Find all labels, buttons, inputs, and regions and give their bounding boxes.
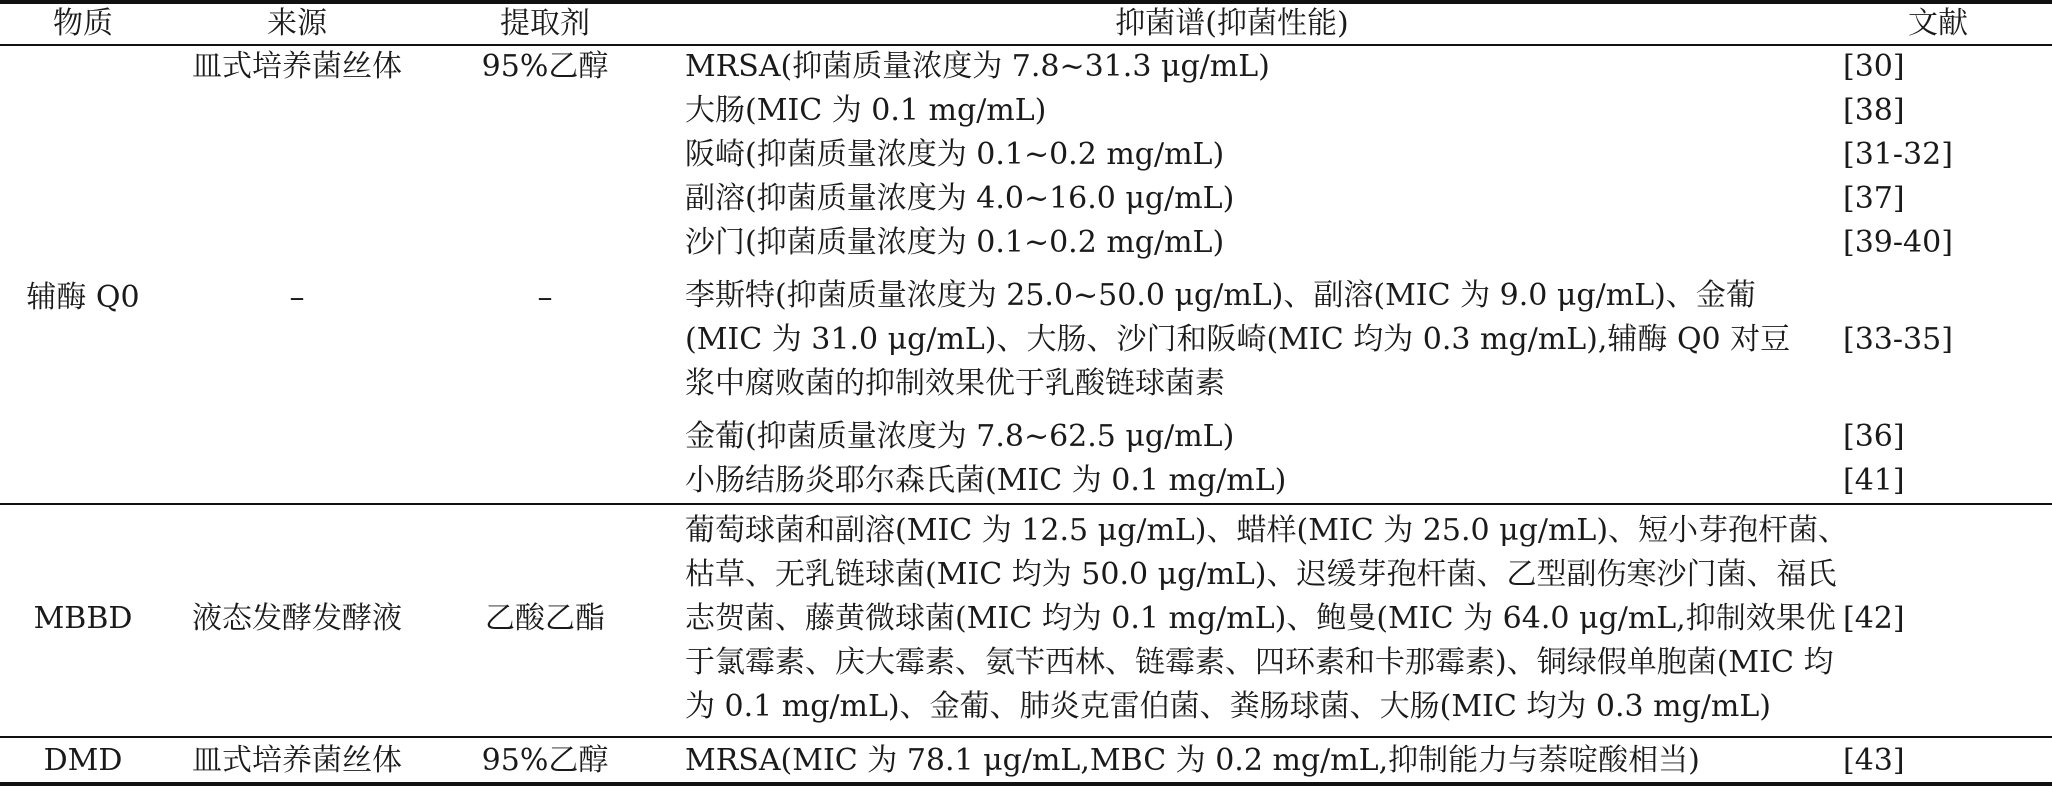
mbbd-line-1: 葡萄球菌和副溶(MIC 为 12.5 μg/mL)、蜡样(MIC 为 25.0 μg/mL)、短小芽孢杆菌、 [685, 513, 1849, 548]
coq0-ref-saureus: [36] [1843, 419, 1905, 454]
mbbd-ref: [42] [1843, 601, 1905, 636]
coq0-source: 皿式培养菌丝体 [192, 49, 402, 84]
dmd-extractant: 95%乙醇 [481, 743, 609, 778]
coq0-spectrum-ecoli: 大肠(MIC 为 0.1 mg/mL) [685, 93, 1047, 128]
coq0-ref-sakazakii: [31-32] [1843, 137, 1953, 172]
mbbd-line-4: 于氯霉素、庆大霉素、氨苄西林、链霉素、四环素和卡那霉素)、铜绿假单胞菌(MIC 均 [685, 645, 1834, 680]
header-rule [0, 44, 2052, 46]
coq0-source-dash: – [289, 280, 305, 315]
coq0-ref-mrsa: [30] [1843, 49, 1905, 84]
dmd-substance: DMD [43, 743, 123, 778]
dmd-spectrum: MRSA(MIC 为 78.1 μg/mL,MBC 为 0.2 mg/mL,抑制能力与萘啶酸相当) [685, 743, 1700, 778]
mbbd-line-3: 志贺菌、藤黄微球菌(MIC 均为 0.1 mg/mL)、鲍曼(MIC 为 64.0 μg/mL,抑制效果优 [685, 601, 1836, 636]
coq0-spectrum-mrsa: MRSA(抑菌质量浓度为 7.8~31.3 μg/mL) [685, 49, 1270, 84]
dmd-ref: [43] [1843, 743, 1905, 778]
coq0-substance: 辅酶 Q0 [26, 280, 140, 315]
coq0-multi-line-2: (MIC 为 31.0 μg/mL)、大肠、沙门和阪崎(MIC 均为 0.3 mg/mL),辅酶 Q0 对豆 [685, 322, 1791, 357]
header-reference: 文献 [1908, 6, 1968, 41]
mbbd-substance: MBBD [33, 601, 133, 636]
header-spectrum: 抑菌谱(抑菌性能) [1115, 6, 1349, 41]
coq0-bottom-rule [0, 503, 2052, 505]
coq0-extractant-dash: – [537, 280, 553, 315]
mbbd-line-5: 为 0.1 mg/mL)、金葡、肺炎克雷伯菌、粪肠球菌、大肠(MIC 均为 0.3 mg/mL) [685, 689, 1771, 724]
coq0-multi-line-1: 李斯特(抑菌质量浓度为 25.0~50.0 μg/mL)、副溶(MIC 为 9.0 μg/mL)、金葡 [685, 278, 1756, 313]
coq0-extractant: 95%乙醇 [481, 49, 609, 84]
bottom-rule [0, 782, 2052, 786]
coq0-spectrum-vibrio: 副溶(抑菌质量浓度为 4.0~16.0 μg/mL) [685, 181, 1235, 216]
header-source: 来源 [267, 6, 327, 41]
coq0-multi-line-3: 浆中腐败菌的抑制效果优于乳酸链球菌素 [685, 366, 1225, 401]
coq0-spectrum-yersinia: 小肠结肠炎耶尔森氏菌(MIC 为 0.1 mg/mL) [685, 463, 1287, 498]
mbbd-extractant: 乙酸乙酯 [485, 601, 605, 636]
mbbd-source: 液态发酵发酵液 [192, 601, 402, 636]
coq0-ref-yersinia: [41] [1843, 463, 1905, 498]
coq0-spectrum-sakazakii: 阪崎(抑菌质量浓度为 0.1~0.2 mg/mL) [685, 137, 1225, 172]
coq0-ref-salmonella: [39-40] [1843, 225, 1953, 260]
coq0-ref-multi: [33-35] [1843, 322, 1953, 357]
mbbd-line-2: 枯草、无乳链球菌(MIC 均为 50.0 μg/mL)、迟缓芽孢杆菌、乙型副伤寒沙门菌、福氏 [685, 557, 1837, 592]
coq0-ref-vibrio: [37] [1843, 181, 1905, 216]
coq0-ref-ecoli: [38] [1843, 93, 1905, 128]
coq0-spectrum-saureus: 金葡(抑菌质量浓度为 7.8~62.5 μg/mL) [685, 419, 1235, 454]
mbbd-bottom-rule [0, 736, 2052, 738]
header-extractant: 提取剂 [500, 6, 590, 41]
header-substance: 物质 [53, 6, 113, 41]
coq0-spectrum-salmonella: 沙门(抑菌质量浓度为 0.1~0.2 mg/mL) [685, 225, 1225, 260]
dmd-source: 皿式培养菌丝体 [192, 743, 402, 778]
